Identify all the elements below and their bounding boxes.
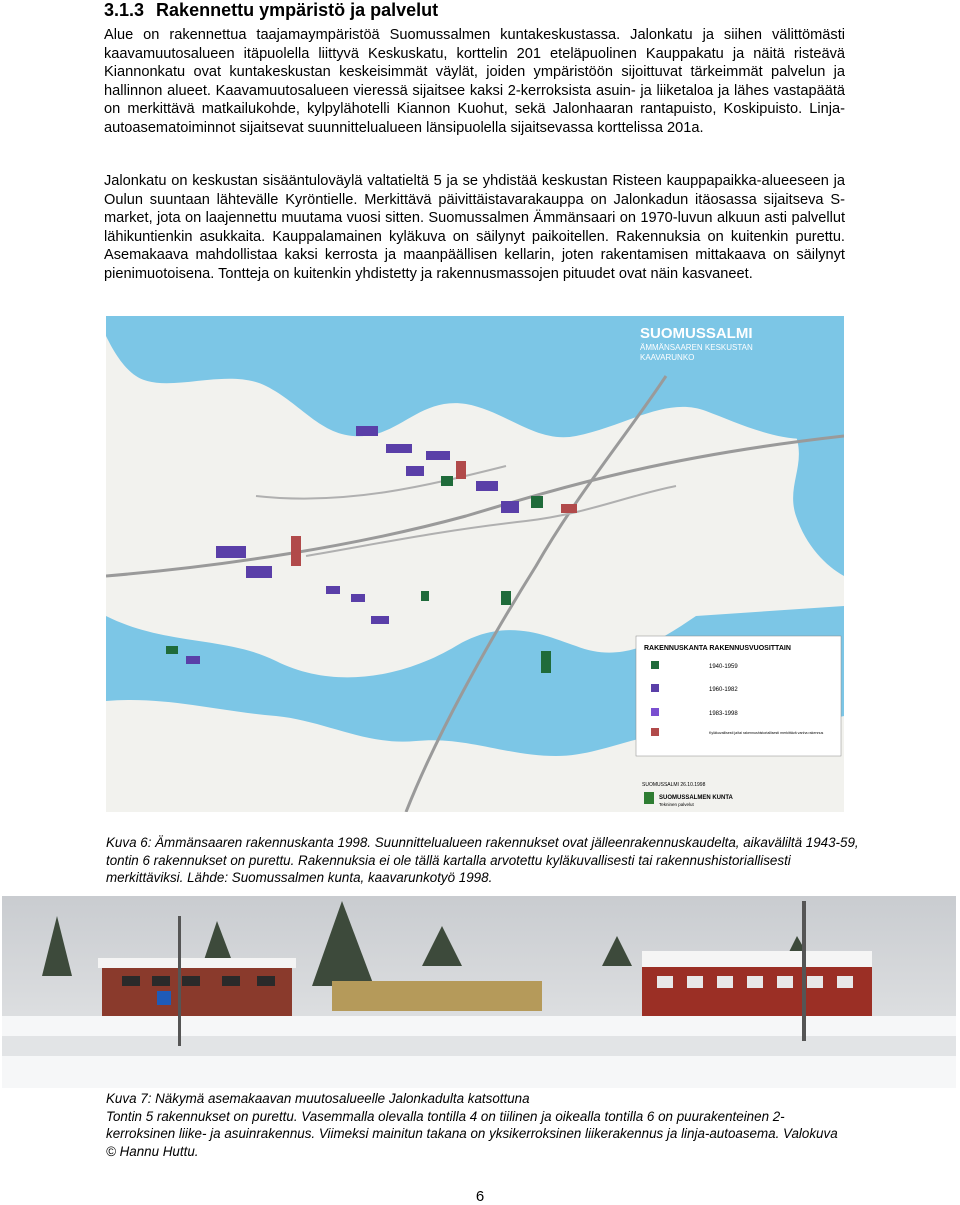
middle-building bbox=[332, 981, 542, 1011]
brick-building bbox=[102, 966, 292, 1016]
legend-label: 1940-1959 bbox=[709, 664, 738, 670]
street-photo bbox=[2, 896, 956, 1088]
building-1940-1959 bbox=[501, 591, 511, 605]
snowy-roof bbox=[642, 951, 872, 967]
paragraph-2: Jalonkatu on keskustan sisääntuloväylä valtatieltä 5 ja se yhdistää keskustan Risteen kauppapaikka-alueeseen ja Oulun suuntaan lähtevälle Kyröntielle. Merkittävä päivittäistavarakauppa on Jalonkadun itäosassa sijaitseva S-market, jota on laajennettu muutama vuosi sitten. Suomussalmen Ämmänsaari on 1970-luvun alkuun asti palvellut lähikuntienkin asukkaita. Kauppalamainen kyläkuva on säilynyt paikoitellen. Rakennuksia on kuitenkin purettu. Asemakaava mahdollistaa kaksi kerrosta ja maanpäällisen kellarin, joten rakentamisen mittakaava on säilynyt pienimuotoisena. Tontteja on kuitenkin yhdistetty ja rakennusmassojen pituudet ovat näin kasvaneet. bbox=[104, 173, 845, 282]
building-1960-1982 bbox=[216, 546, 246, 558]
building-1960-1982 bbox=[356, 426, 378, 436]
snowy-roof bbox=[98, 958, 296, 968]
map-graphic bbox=[106, 316, 844, 812]
map-footer-dept: Tekninen palvelut bbox=[659, 802, 694, 807]
legend-swatch bbox=[651, 661, 659, 669]
legend-title: RAKENNUSKANTA RAKENNUSVUOSITTAIN bbox=[644, 645, 791, 652]
map-subtitle-2: KAAVARUNKO bbox=[640, 353, 695, 362]
legend-swatch bbox=[651, 684, 659, 692]
municipality-crest-icon bbox=[644, 792, 654, 804]
building-1960-1982 bbox=[246, 566, 272, 578]
figure-7-text: Tontin 5 rakennukset on purettu. Vasemmalla olevalla tontilla 4 on tiilinen ja oikealla tontilla 6 on puurakenteinen 2-kerroksinen liike- ja asuinrakennus. Viimeksi mainitun takana on yksikerroksinen liikerakennus ja linja-autoasema. Valokuva © Hannu Huttu. bbox=[106, 1108, 838, 1159]
building-1940-1959 bbox=[166, 646, 178, 654]
building-1960-1982 bbox=[351, 594, 365, 602]
section-number: 3.1.3 bbox=[104, 0, 145, 20]
map-footer-date: SUOMUSSALMI 26.10.1998 bbox=[642, 782, 706, 788]
figure-6-caption: Kuva 6: Ämmänsaaren rakennuskanta 1998. Suunnittelualueen rakennukset ovat jälleenrakennuskaudelta, aikaväliltä 1943-59, tontin 6 rakennukset on purettu. Rakennuksia ei ole tällä kartalla arvotettu kyläkuvallisesti tai rakennushistoriallisesti merkittäviksi. Lähde: Suomussalmen kunta, kaavarunkotyö 1998. bbox=[106, 835, 859, 886]
building-1940-1959 bbox=[531, 496, 543, 508]
building-old bbox=[456, 461, 466, 479]
map-title-block bbox=[626, 318, 841, 370]
map-legend bbox=[636, 636, 841, 756]
building-1960-1982 bbox=[426, 451, 450, 460]
building-1940-1959 bbox=[441, 476, 453, 486]
building-1960-1982 bbox=[371, 616, 389, 624]
legend-label: 1983-1998 bbox=[709, 711, 738, 717]
building-1960-1982 bbox=[386, 444, 412, 453]
page-number: 6 bbox=[475, 1188, 485, 1205]
building-1940-1959 bbox=[541, 651, 551, 673]
building-1960-1982 bbox=[186, 656, 200, 664]
legend-swatch bbox=[651, 728, 659, 736]
building-1960-1982 bbox=[406, 466, 424, 476]
legend-label: 1960-1982 bbox=[709, 687, 738, 693]
building-old bbox=[561, 504, 577, 513]
section-title: Rakennettu ympäristö ja palvelut bbox=[156, 0, 439, 20]
map-title: SUOMUSSALMI bbox=[640, 325, 753, 342]
building-1960-1982 bbox=[326, 586, 340, 594]
photo-graphic bbox=[2, 896, 956, 1088]
legend-label: Kyläkuvallisesti ja/tai rakennushistoriallisesti merkittävä vanha rakennus bbox=[709, 731, 824, 735]
figure-7-title: Kuva 7: Näkymä asemakaavan muutosalueelle Jalonkadulta katsottuna bbox=[106, 1091, 530, 1106]
crosswalk-sign-icon bbox=[157, 991, 171, 1005]
flag-pole bbox=[178, 916, 181, 1046]
town-plan-map bbox=[106, 316, 844, 812]
paragraph-1: Alue on rakennettua taajamaympäristöä Suomussalmen kuntakeskustassa. Jalonkatu ja siihen välittömästi kaavamuutosalueen itäpuolella liittyvä Keskuskatu, korttelin 201 eteläpuolinen Kauppakatu ja näitä risteävä Kiannonkatu ovat kuntakeskustan keskeisimmät väylät, joiden ympäristöön sijoittuvat tärkeimmät palvelun ja hallinnon alueet. Kaavamuutosalueen vieressä sijaitsee kaksi 2-kerroksista asuin- ja liiketaloa jа lähes vastapäätä on merkittävä matkailukohde, kylpylähotelli Kiannon Kuohut, sekä Jalonhaaran rantapuisto, Koskipuisto. Linja-autoasematoiminnot sijaitsevat suunnittelualueen länsipuolella sijaitsevassa korttelissa 201a. bbox=[104, 27, 845, 136]
map-subtitle-1: ÄMMÄNSAAREN KESKUSTAN bbox=[640, 343, 753, 352]
legend-swatch bbox=[651, 708, 659, 716]
street bbox=[2, 1036, 956, 1056]
map-footer-org: SUOMUSSALMEN KUNTA bbox=[659, 795, 733, 801]
building-old bbox=[291, 536, 301, 566]
building-1960-1982 bbox=[476, 481, 498, 491]
building-1940-1959 bbox=[421, 591, 429, 601]
building-1960-1982 bbox=[501, 501, 519, 513]
section-heading bbox=[104, 0, 450, 21]
lamp-post bbox=[802, 901, 806, 1041]
figure-7-caption bbox=[106, 1090, 846, 1160]
wooden-building bbox=[642, 964, 872, 1022]
